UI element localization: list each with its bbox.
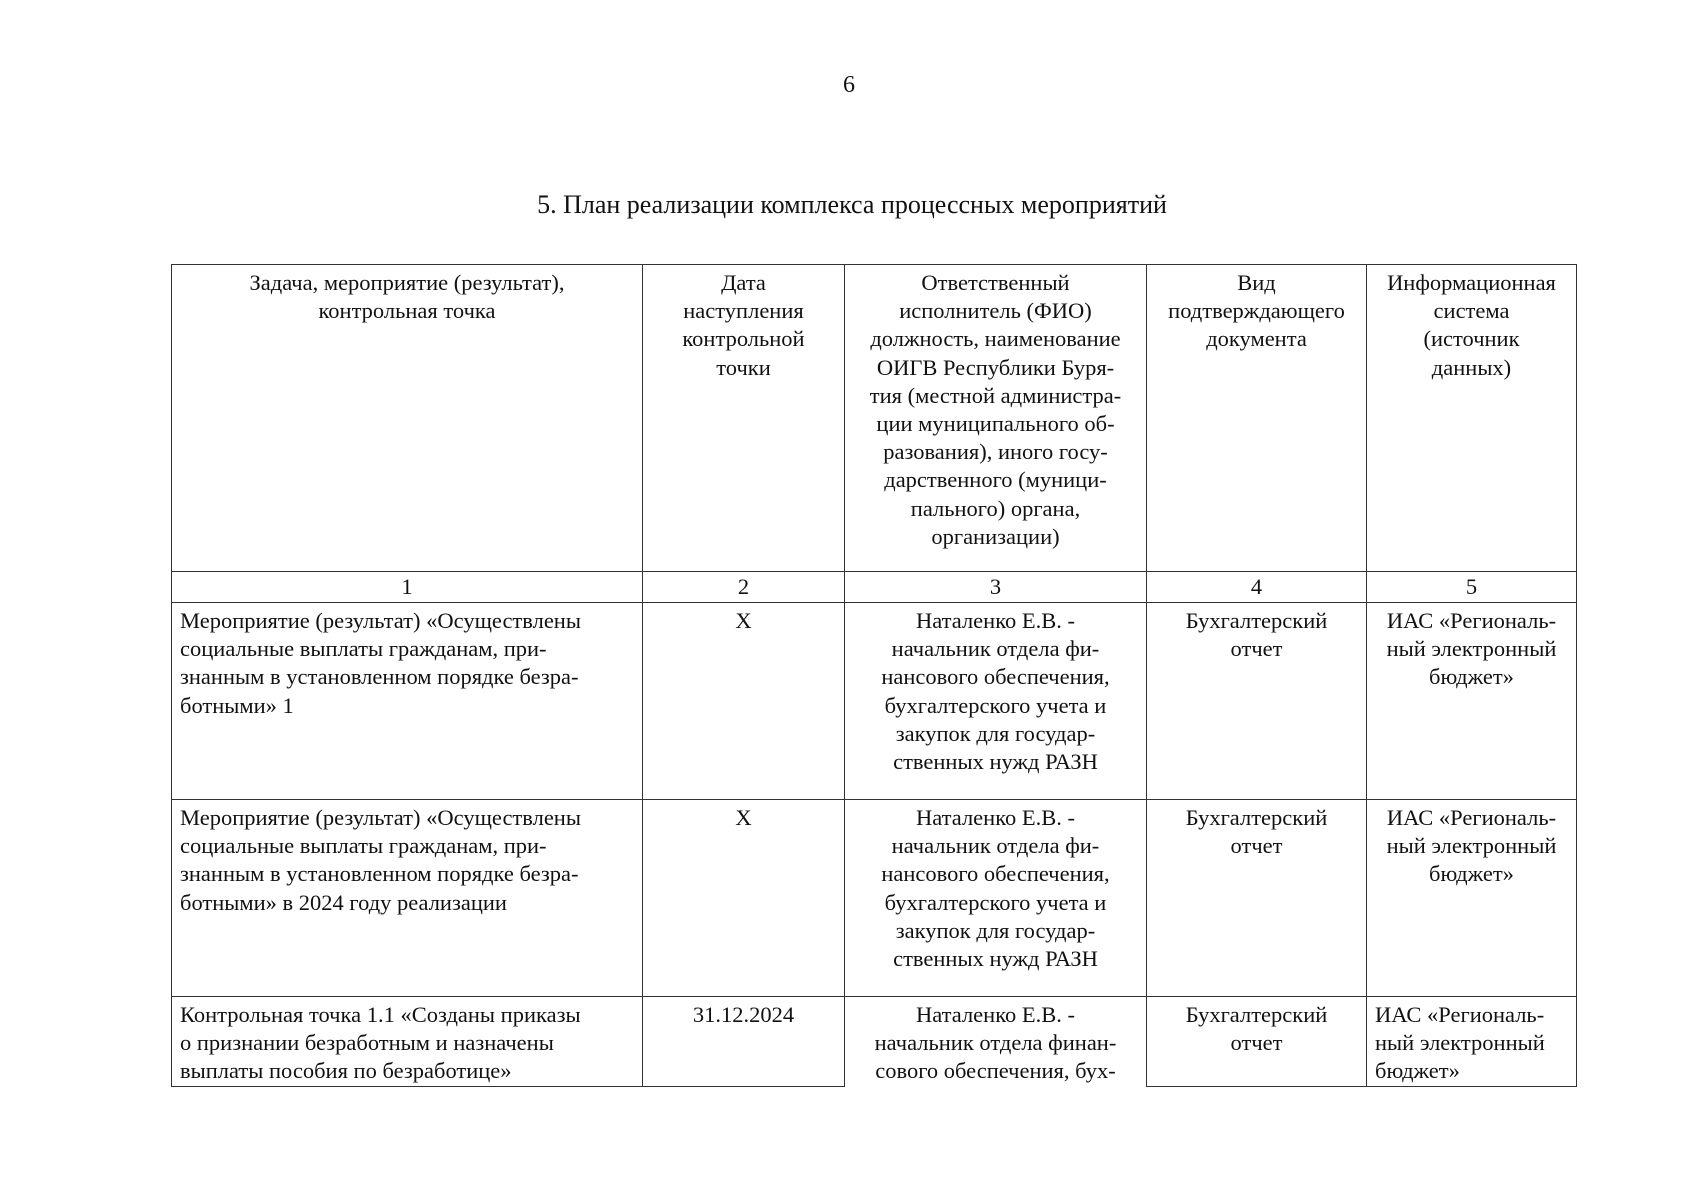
text-line: подтверждающего (1168, 298, 1345, 324)
page-number: 6 (843, 72, 855, 98)
text-line: ный электронный (1386, 833, 1557, 859)
text-line: Вид (1237, 270, 1276, 295)
text-line: ственных нужд РАЗН (893, 749, 1098, 775)
responsible-cell (845, 997, 1147, 1087)
header-date (643, 265, 845, 572)
text-line: бухгалтерского учета и (884, 692, 1107, 718)
table-row (172, 603, 1577, 800)
section-title: 5. План реализации комплекса процессных мероприятий (537, 190, 1167, 219)
column-number: 5 (1367, 572, 1577, 603)
document-cell (1147, 800, 1367, 997)
text-line: тия (местной администра- (869, 382, 1122, 408)
text-line: Наталенко Е.В. - (916, 1002, 1075, 1027)
text-line: начальник отдела фи- (891, 636, 1100, 662)
text-line: контрольная точка (318, 298, 496, 324)
text-line: ИАС «Региональ- (1386, 805, 1557, 830)
table-header-row (172, 265, 1577, 572)
column-number: 3 (845, 572, 1147, 603)
text-line: Ответственный (921, 270, 1070, 295)
text-line: сового обеспечения, бух- (875, 1058, 1116, 1084)
column-number: 2 (643, 572, 845, 603)
header-system (1367, 265, 1577, 572)
text-line: Бухгалтерский (1185, 608, 1328, 633)
text-line: должность, наименование (870, 326, 1121, 352)
text-line: ботными» 1 (180, 692, 294, 718)
text-line: Бухгалтерский (1185, 805, 1328, 830)
text-line: отчет (1230, 636, 1283, 662)
task-cell (172, 800, 643, 997)
text-line: Дата (721, 270, 766, 295)
table-row (172, 997, 1577, 1087)
task-cell (172, 603, 643, 800)
text-line: социальные выплаты гражданам, при- (180, 833, 547, 859)
text-line: ИАС «Региональ- (1386, 608, 1557, 633)
text-line: наступления (683, 298, 804, 324)
text-line: разования), иного госу- (883, 439, 1108, 465)
text-line: ИАС «Региональ- (1375, 1002, 1545, 1027)
text-line: закупок для государ- (895, 720, 1096, 746)
text-line: ственных нужд РАЗН (893, 946, 1098, 972)
text-line: социальные выплаты гражданам, при- (180, 636, 547, 662)
text-line: отчет (1230, 833, 1283, 859)
text-line: контрольной (682, 326, 805, 352)
text-line: начальник отдела фи- (891, 833, 1100, 859)
text-line: отчет (1230, 1030, 1283, 1056)
responsible-cell (845, 800, 1147, 997)
text-line: Наталенко Е.В. - (916, 805, 1075, 830)
text-line: ботными» в 2024 году реализации (180, 889, 507, 915)
text-line: ОИГВ Республики Буря- (876, 354, 1115, 380)
system-cell (1367, 800, 1577, 997)
text-line: дарственного (муници- (884, 467, 1107, 493)
text-line: документа (1206, 326, 1307, 352)
column-number: 4 (1147, 572, 1367, 603)
document-cell (1147, 997, 1367, 1087)
task-cell (172, 997, 643, 1087)
date-cell: 31.12.2024 (643, 997, 845, 1087)
header-task (172, 265, 643, 572)
text-line: организации) (931, 523, 1060, 549)
column-number: 1 (172, 572, 643, 603)
text-line: Задача, мероприятие (результат), (249, 270, 565, 295)
text-line: начальник отдела финан- (874, 1030, 1117, 1056)
responsible-cell (845, 603, 1147, 800)
text-line: бюджет» (1429, 664, 1514, 690)
text-line: бюджет» (1429, 861, 1514, 887)
text-line: ный электронный (1386, 636, 1557, 662)
date-cell: X (643, 800, 845, 997)
text-line: система (1433, 298, 1510, 324)
header-document (1147, 265, 1367, 572)
text-line: (источник (1423, 326, 1520, 352)
text-line: знанным в установленном порядке безра- (180, 861, 579, 887)
text-line: пального) органа, (910, 495, 1081, 521)
system-cell (1367, 603, 1577, 800)
document-cell (1147, 603, 1367, 800)
text-line: точки (716, 354, 771, 380)
text-line: нансового обеспечения, (881, 861, 1110, 887)
table-row (172, 800, 1577, 997)
text-line: Информационная (1387, 270, 1556, 295)
text-line: Контрольная точка 1.1 «Созданы приказы (180, 1002, 581, 1027)
text-line: исполнитель (ФИО) (899, 298, 1092, 324)
text-line: Мероприятие (результат) «Осуществлены (180, 805, 581, 830)
text-line: бухгалтерского учета и (884, 889, 1107, 915)
text-line: знанным в установленном порядке безра- (180, 664, 579, 690)
process-plan-table (171, 264, 1577, 1087)
column-number-row (172, 572, 1577, 603)
text-line: Бухгалтерский (1185, 1002, 1328, 1027)
text-line: ции муниципального об- (876, 411, 1115, 437)
text-line: нансового обеспечения, (881, 664, 1110, 690)
text-line: бюджет» (1375, 1058, 1460, 1084)
text-line: ный электронный (1375, 1030, 1545, 1056)
text-line: о признании безработным и назначены (180, 1030, 554, 1056)
system-cell (1367, 997, 1577, 1087)
text-line: Мероприятие (результат) «Осуществлены (180, 608, 581, 633)
date-cell: X (643, 603, 845, 800)
text-line: данных) (1431, 354, 1512, 380)
text-line: Наталенко Е.В. - (916, 608, 1075, 633)
text-line: выплаты пособия по безработице» (180, 1058, 512, 1084)
text-line: закупок для государ- (895, 917, 1096, 943)
header-responsible (845, 265, 1147, 572)
